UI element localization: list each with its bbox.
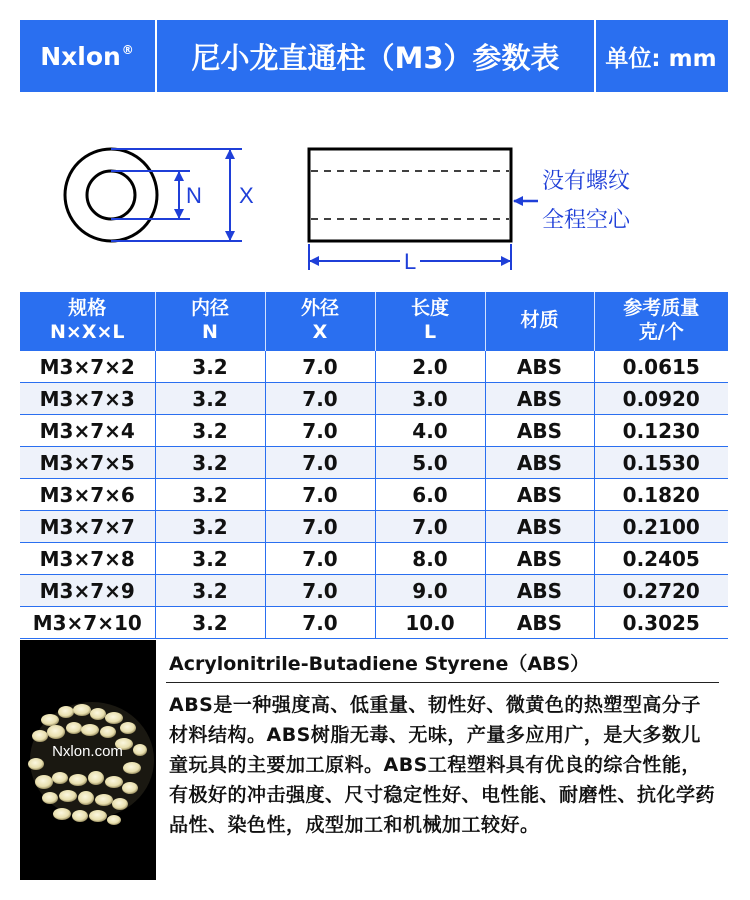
brand-logo: Nxlon ® — [40, 41, 134, 71]
table-header-row — [20, 292, 728, 351]
table-row — [20, 351, 728, 383]
cell-material: ABS — [485, 415, 594, 447]
cell-length: 6.0 — [375, 479, 485, 511]
material-description-panel — [155, 640, 729, 880]
side-view — [309, 149, 631, 274]
cell-weight: 0.3025 — [594, 607, 728, 639]
cell-material: ABS — [485, 511, 594, 543]
cell-weight: 0.0920 — [594, 383, 728, 415]
cell-length: 4.0 — [375, 415, 485, 447]
cell-inner-diameter: 3.2 — [155, 479, 265, 511]
cell-weight: 0.1230 — [594, 415, 728, 447]
cell-spec: M3×7×5 — [20, 447, 155, 479]
cell-material: ABS — [485, 479, 594, 511]
note-hollow: 全程空心 — [542, 208, 631, 233]
table-row — [20, 575, 728, 607]
cell-length: 5.0 — [375, 447, 485, 479]
material-description: ABS是一种强度高、低重量、韧性好、微黄色的热塑型高分子材料结构。ABS树脂无毒、无味，产量多应用广，是大多数儿童玩具的主要加工原料。ABS工程塑料具有优良的综合性能，有极好的冲击强度、尺寸稳定性好、电性能、耐磨性、抗化学药品性、染色性，成型加工和机械加工较好。 — [169, 694, 716, 836]
cell-inner-diameter: 3.2 — [155, 383, 265, 415]
cell-material: ABS — [485, 447, 594, 479]
pellets-image — [20, 640, 155, 880]
dimension-label-x: X — [239, 183, 254, 208]
cell-length: 7.0 — [375, 511, 485, 543]
cell-length: 9.0 — [375, 575, 485, 607]
cell-length: 2.0 — [375, 351, 485, 383]
cell-inner-diameter: 3.2 — [155, 447, 265, 479]
header-bar — [20, 20, 728, 92]
dimension-drawing — [20, 92, 728, 292]
cell-inner-diameter: 3.2 — [155, 351, 265, 383]
unit-label: 单位: mm — [605, 45, 717, 72]
cell-outer-diameter: 7.0 — [265, 479, 375, 511]
cell-weight: 0.2405 — [594, 543, 728, 575]
table-row — [20, 607, 728, 639]
abs-pellets-photo — [20, 640, 155, 880]
table-row — [20, 479, 728, 511]
column-header-spec: 规格 N×X×L — [20, 292, 155, 351]
standoff-diagram — [20, 92, 728, 292]
table-row — [20, 415, 728, 447]
cell-spec: M3×7×7 — [20, 511, 155, 543]
table-row — [20, 511, 728, 543]
cell-material: ABS — [485, 575, 594, 607]
table-row — [20, 543, 728, 575]
column-header-weight: 参考质量 克/个 — [594, 292, 728, 351]
cell-weight: 0.2720 — [594, 575, 728, 607]
cell-outer-diameter: 7.0 — [265, 415, 375, 447]
cell-spec: M3×7×4 — [20, 415, 155, 447]
cell-outer-diameter: 7.0 — [265, 383, 375, 415]
cell-spec: M3×7×8 — [20, 543, 155, 575]
cell-weight: 0.1820 — [594, 479, 728, 511]
spec-table — [20, 292, 728, 639]
cell-material: ABS — [485, 383, 594, 415]
watermark-text: Nxlon.com — [52, 743, 123, 760]
divider — [166, 682, 719, 683]
cell-inner-diameter: 3.2 — [155, 575, 265, 607]
cell-material: ABS — [485, 543, 594, 575]
material-heading: Acrylonitrile-Butadiene Styrene（ABS） — [169, 653, 590, 675]
cell-spec: M3×7×9 — [20, 575, 155, 607]
cell-outer-diameter: 7.0 — [265, 543, 375, 575]
end-view — [65, 149, 254, 241]
dimension-label-n: N — [186, 183, 202, 208]
cell-weight: 0.0615 — [594, 351, 728, 383]
parameter-sheet — [20, 20, 728, 880]
cell-outer-diameter: 7.0 — [265, 607, 375, 639]
cell-inner-diameter: 3.2 — [155, 415, 265, 447]
note-no-thread: 没有螺纹 — [542, 169, 631, 194]
cell-spec: M3×7×3 — [20, 383, 155, 415]
cell-spec: M3×7×6 — [20, 479, 155, 511]
table-row — [20, 383, 728, 415]
column-header-length: 长度 L — [375, 292, 485, 351]
cell-inner-diameter: 3.2 — [155, 607, 265, 639]
page-title: 尼小龙直通柱（M3）参数表 — [155, 20, 596, 92]
cell-material: ABS — [485, 607, 594, 639]
dimension-label-l: L — [404, 249, 417, 274]
cell-outer-diameter: 7.0 — [265, 351, 375, 383]
cell-weight: 0.2100 — [594, 511, 728, 543]
column-header-material: 材质 — [485, 292, 594, 351]
column-header-outer-diameter: 外径 X — [265, 292, 375, 351]
cell-length: 3.0 — [375, 383, 485, 415]
cell-material: ABS — [485, 351, 594, 383]
cell-inner-diameter: 3.2 — [155, 511, 265, 543]
cell-weight: 0.1530 — [594, 447, 728, 479]
cell-spec: M3×7×2 — [20, 351, 155, 383]
table-row — [20, 447, 728, 479]
cell-inner-diameter: 3.2 — [155, 543, 265, 575]
cell-length: 10.0 — [375, 607, 485, 639]
column-header-inner-diameter: 内径 N — [155, 292, 265, 351]
material-section — [20, 640, 728, 880]
cell-outer-diameter: 7.0 — [265, 447, 375, 479]
cell-spec: M3×7×10 — [20, 607, 155, 639]
cell-length: 8.0 — [375, 543, 485, 575]
cell-outer-diameter: 7.0 — [265, 511, 375, 543]
cell-outer-diameter: 7.0 — [265, 575, 375, 607]
